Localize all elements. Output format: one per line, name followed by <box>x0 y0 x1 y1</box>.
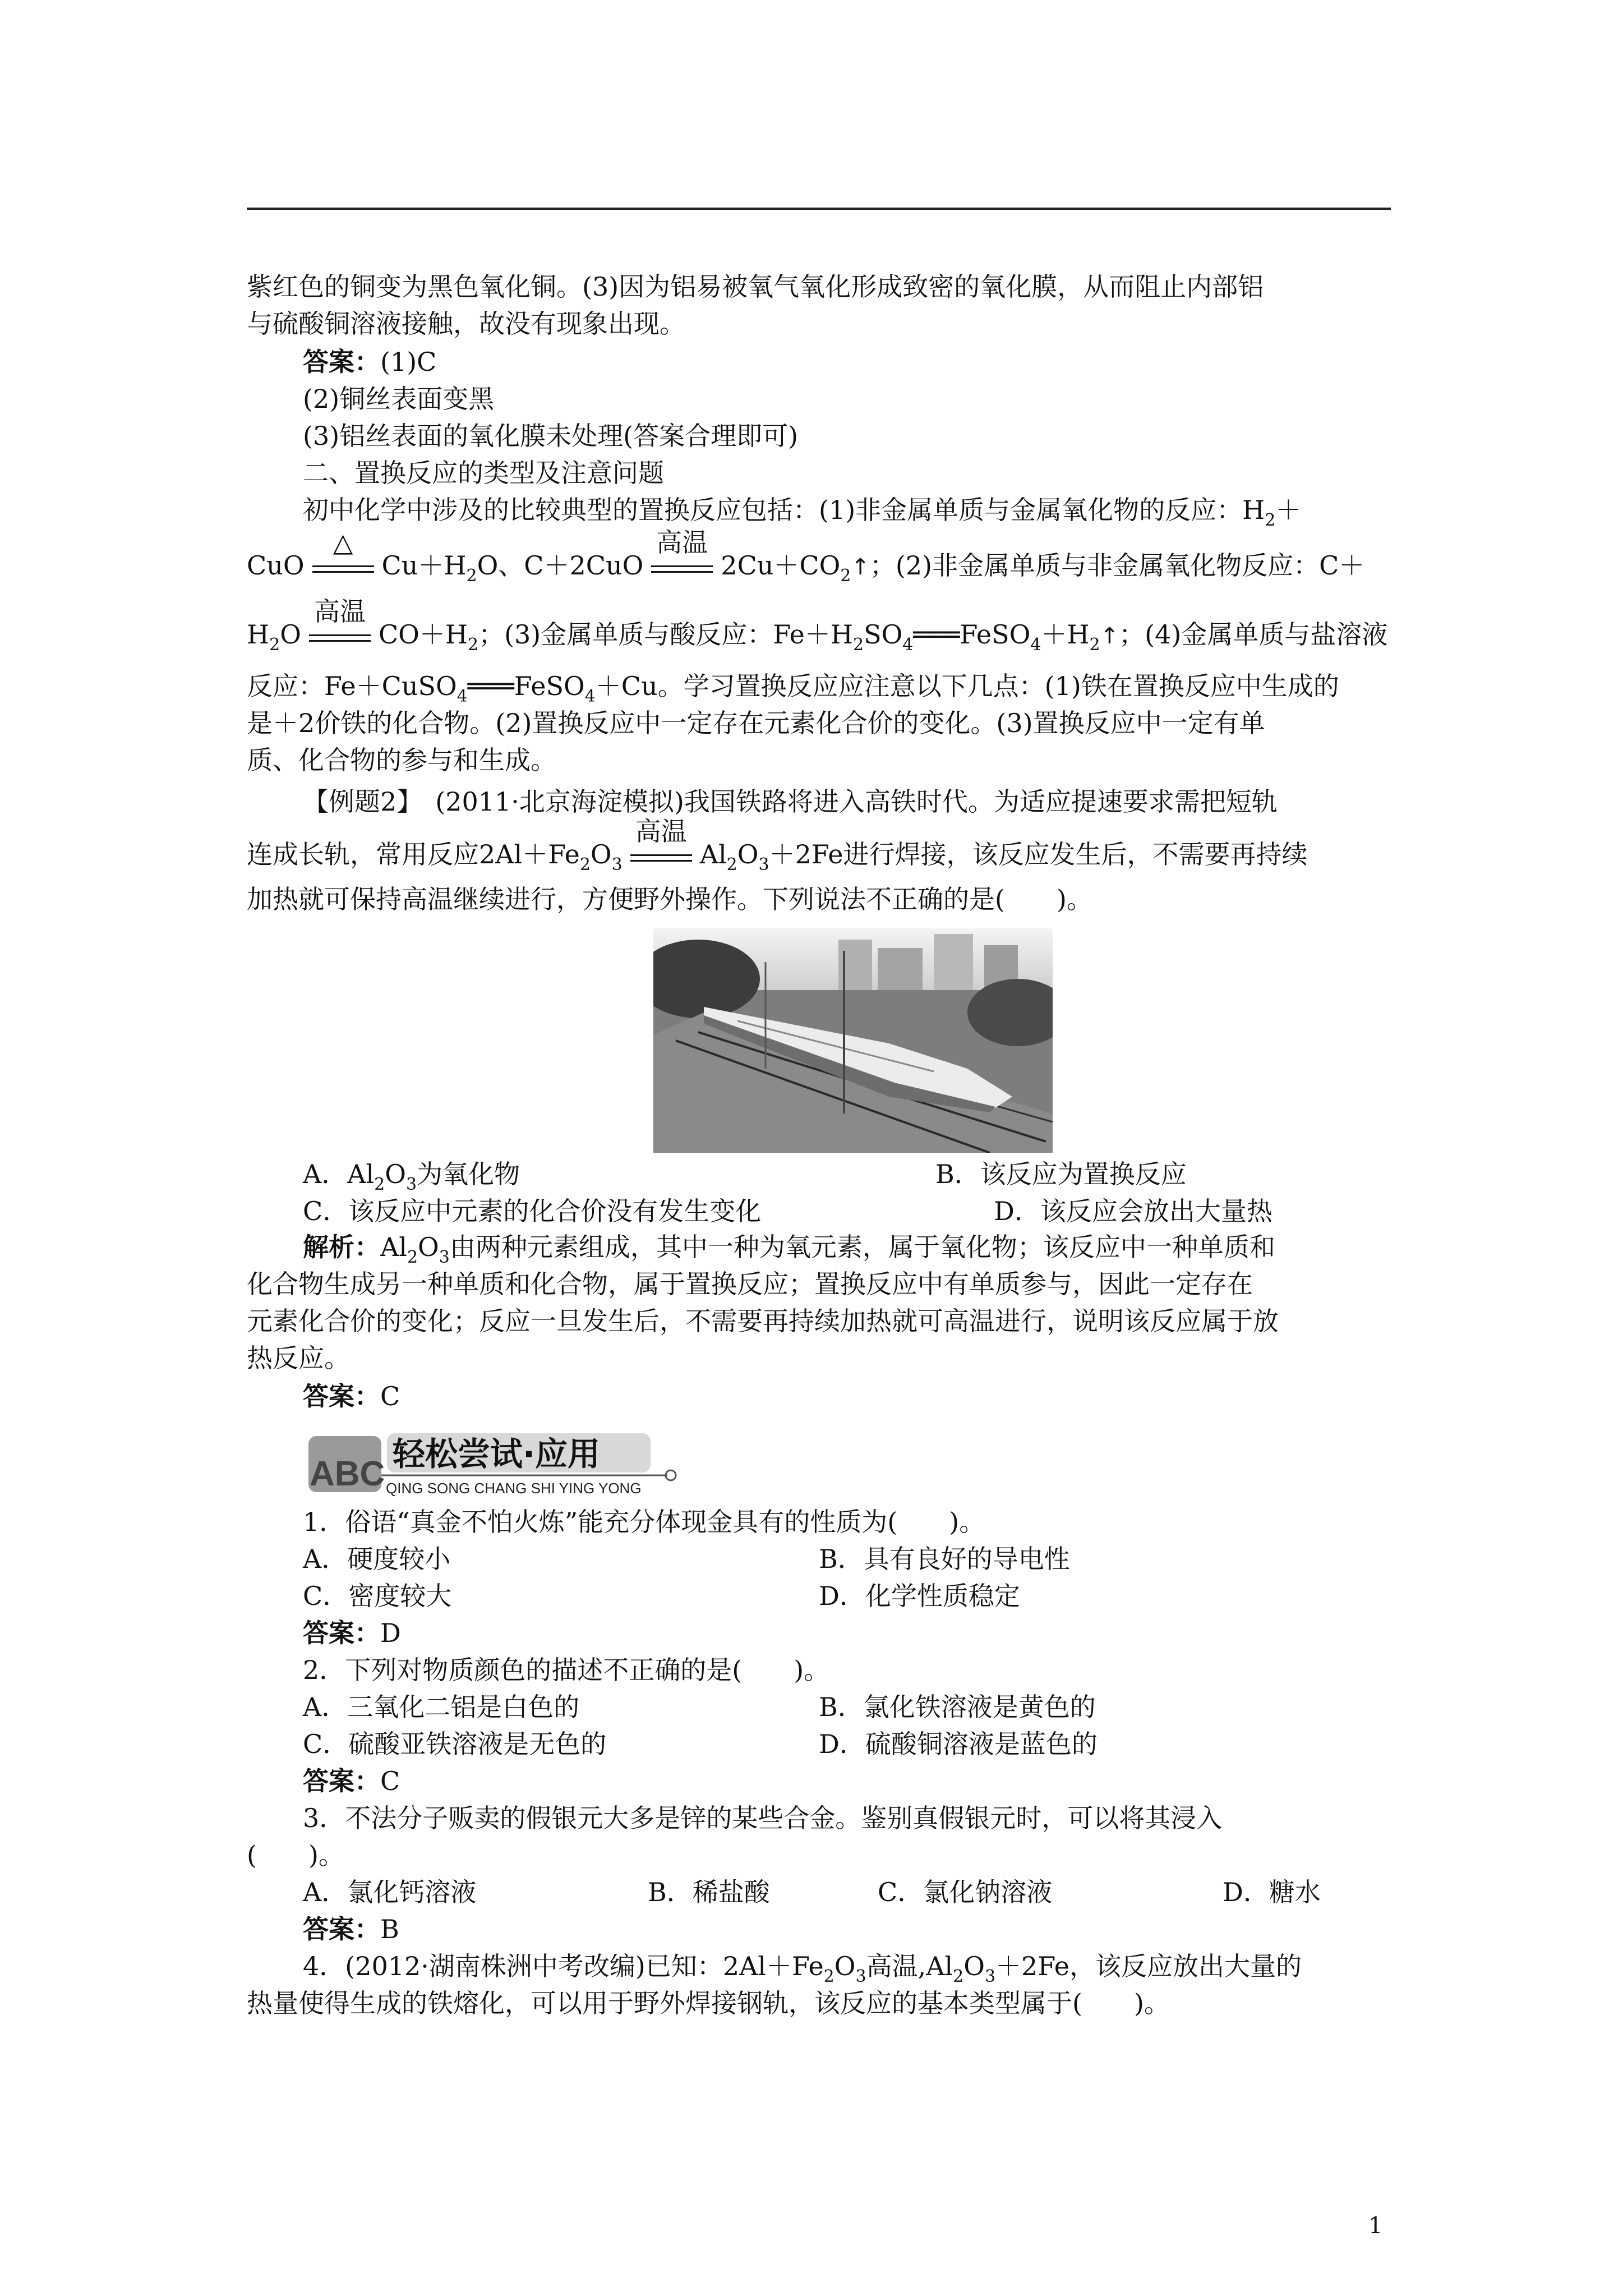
q2-option-c: C．硫酸亚铁溶液是无色的 <box>303 1729 607 1759</box>
q3-option-b: B．稀盐酸 <box>648 1877 770 1907</box>
reaction-arrow: △ <box>312 556 374 579</box>
up-arrow-icon: ↑ <box>851 554 870 580</box>
high-speed-train-photo <box>653 928 1053 1153</box>
q2-option-d: D．硫酸铜溶液是蓝色的 <box>819 1729 1098 1759</box>
equation-line: 连成长轨，常用反应$2Al+Fe_2O_3$ 高温 $Al_2O_3+2Fe$进行焊接，该反应发生后，不需要再持续 <box>247 816 1308 875</box>
q2-option-a: A．三氧化二铝是白色的 <box>303 1692 580 1722</box>
q2-option-b: B．氯化铁溶液是黄色的 <box>819 1692 1096 1722</box>
answer-label: 答案： <box>303 347 380 377</box>
option-b: B．该反应为置换反应 <box>935 1159 1187 1189</box>
text-line: 反应：Fe＋CuSO$_4$═══FeSO$_4$＋Cu。学习置换反应应注意以下几点：(1)铁在置换反应中生成的 <box>247 671 1339 706</box>
analysis-label: 解析： <box>303 1232 380 1262</box>
text-line: ( )。 <box>247 1840 344 1870</box>
q1-option-c: C．密度较大 <box>303 1581 452 1611</box>
text-line: 与硫酸铜溶液接触，故没有现象出现。 <box>247 309 685 339</box>
svg-text:轻松尝试·应用: 轻松尝试·应用 <box>393 1435 601 1473</box>
text-line: 热量使得生成的铁熔化，可以用于野外焊接钢轨，该反应的基本类型属于( )。 <box>247 1988 1170 2018</box>
q1-option-b: B．具有良好的导电性 <box>819 1544 1070 1574</box>
example-2-title: 【例题2】 (2011·北京海淀模拟)我国铁路将进入高铁时代。为适应提速要求需把短轨 <box>303 786 1278 817</box>
option-a: A．$Al_2O_3$为氧化物 <box>303 1159 520 1194</box>
answer-1: 答案：(1)C <box>303 347 437 377</box>
question-1: 1．俗语“真金不怕火炼”能充分体现金具有的性质为( )。 <box>303 1507 985 1537</box>
answer-2: 答案：C <box>303 1381 400 1411</box>
text-line: 紫红色的铜变为黑色氧化铜。(3)因为铝易被氧气氧化形成致密的氧化膜，从而阻止内部铝 <box>247 272 1264 302</box>
question-4: 4．(2012·湖南株洲中考改编)已知：$2Al+Fe_2O_3$高温$,Al_2O_3+2Fe$，该反应放出大量的 <box>303 1951 1302 1986</box>
q1-answer: 答案：D <box>303 1618 401 1648</box>
question-3: 3．不法分子贩卖的假银元大多是锌的某些合金。鉴别真假银元时，可以将其浸入 <box>303 1803 1223 1833</box>
equation-line: CuO △ $Cu+H_2O$、C＋2CuO 高温 $2Cu+CO_2↑$；(2)非金属单质与非金属氧化物反应：C＋ <box>247 527 1365 586</box>
q3-option-a: A．氯化钙溶液 <box>303 1877 477 1907</box>
q3-option-d: D．糖水 <box>1223 1877 1321 1907</box>
equation-line: $H_2O$ 高温 $CO+H_2$；(3)金属单质与酸反应：$Fe+H_2SO_4═══FeSO_4+H_2↑$；(4)金属单质与盐溶液 <box>247 596 1388 655</box>
page-number: 1 <box>1368 2213 1383 2239</box>
q3-option-c: C．氯化钠溶液 <box>878 1877 1053 1907</box>
question-2: 2．下列对物质颜色的描述不正确的是( )。 <box>303 1655 830 1685</box>
text-line: 质、化合物的参与和生成。 <box>247 745 556 775</box>
q3-answer: 答案：B <box>303 1914 399 1944</box>
text-line: 化合物生成另一种单质和化合物，属于置换反应；置换反应中有单质参与，因此一定存在 <box>247 1269 1253 1299</box>
svg-text:QING SONG CHANG SHI YING YONG: QING SONG CHANG SHI YING YONG <box>386 1480 642 1497</box>
section-heading: 二、置换反应的类型及注意问题 <box>303 458 664 488</box>
text-line: 加热就可保持高温继续进行，方便野外操作。下列说法不正确的是( )。 <box>247 884 1092 914</box>
q1-option-d: D．化学性质稳定 <box>819 1581 1020 1611</box>
reaction-arrow: 高温 <box>630 845 692 868</box>
text-line: 初中化学中涉及的比较典型的置换反应包括：(1)非金属单质与金属氧化物的反应：$H_2+$ <box>303 495 1302 530</box>
analysis: 解析：$Al_2O_3$由两种元素组成，其中一种为氧元素，属于氧化物；该反应中一种单质和 <box>303 1232 1275 1267</box>
q2-answer: 答案：C <box>303 1766 400 1796</box>
answer-1-part2: (2)铜丝表面变黑 <box>303 384 495 414</box>
reaction-arrow: 高温 <box>651 556 713 579</box>
header-rule <box>247 208 1391 210</box>
up-arrow-icon: ↑ <box>1100 623 1119 649</box>
text-line: 热反应。 <box>247 1343 350 1373</box>
section-logo-try-apply <box>303 1419 679 1498</box>
reaction-arrow: 高温 <box>309 625 371 648</box>
text-line: 元素化合价的变化；反应一旦发生后，不需要再持续加热就可高温进行，说明该反应属于放 <box>247 1306 1279 1336</box>
answer-1-part3: (3)铝丝表面的氧化膜未处理(答案合理即可) <box>303 421 799 451</box>
text-line: 是＋2价铁的化合物。(2)置换反应中一定存在元素化合价的变化。(3)置换反应中一定有单 <box>247 708 1265 738</box>
option-c: C．该反应中元素的化合价没有发生变化 <box>303 1196 762 1226</box>
svg-text:ABC: ABC <box>310 1455 385 1493</box>
q1-option-a: A．硬度较小 <box>303 1544 451 1574</box>
option-d: D．该反应会放出大量热 <box>994 1196 1272 1226</box>
